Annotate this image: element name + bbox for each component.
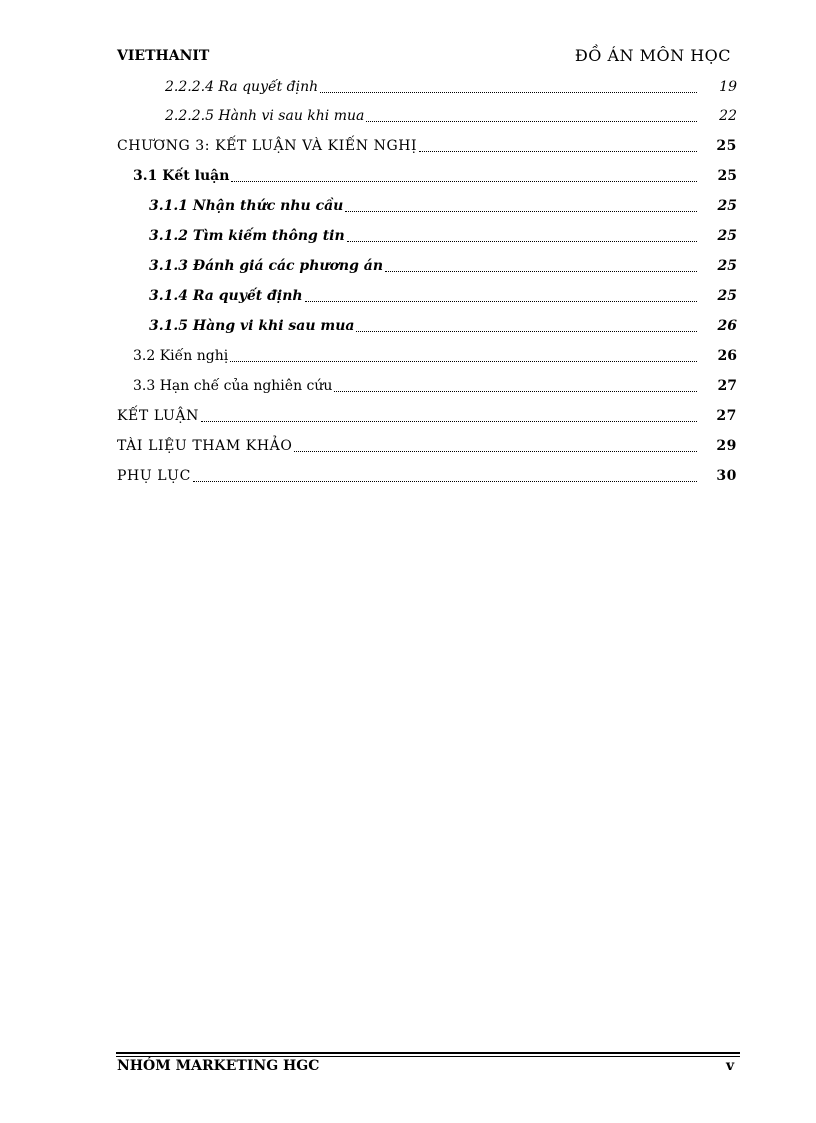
toc-entry-page: 25 — [717, 228, 737, 244]
toc-entry-page: 30 — [716, 468, 737, 484]
toc-entry-page: 22 — [719, 108, 737, 124]
toc-entry[interactable] — [149, 315, 737, 335]
toc-entry-title: 2.2.2.4 Ra quyết định — [165, 79, 319, 95]
toc-leader-dots — [201, 420, 697, 422]
toc-entry[interactable] — [117, 435, 737, 455]
footer-group-name: NHÓM MARKETING HGC — [117, 1058, 320, 1074]
footer-page-number: v — [726, 1058, 735, 1074]
toc-leader-dots — [294, 450, 697, 452]
toc-leader-dots — [193, 480, 697, 482]
toc-entry[interactable] — [133, 345, 737, 365]
toc-entry[interactable] — [133, 375, 737, 395]
toc-leader-dots — [419, 150, 697, 152]
toc-entry-page: 19 — [719, 79, 737, 95]
toc-leader-dots — [305, 300, 697, 302]
toc-entry-page: 25 — [717, 258, 737, 274]
toc-leader-dots — [345, 210, 697, 212]
toc-entry-title-text: 3.1 Kết luận — [133, 168, 230, 184]
toc-leader-dots — [385, 270, 697, 272]
toc-entry[interactable] — [149, 225, 737, 245]
toc-entry-page: 25 — [716, 138, 737, 154]
toc-entry-title: 3.1.3 Đánh giá các phương án — [149, 258, 384, 274]
toc-leader-dots — [347, 240, 697, 242]
toc-entry-page: 26 — [717, 318, 737, 334]
toc-entry-title: 3.3 Hạn chế của nghiên cứu — [133, 378, 333, 394]
toc-leader-dots — [334, 390, 697, 392]
toc-leader-dots — [356, 330, 697, 332]
footer-rule-thin — [116, 1056, 740, 1057]
toc-entry[interactable] — [165, 105, 737, 125]
toc-entry-title: 3.1.2 Tìm kiếm thông tin — [149, 228, 345, 244]
toc-entry[interactable] — [149, 285, 737, 305]
toc-entry-title: 3.1.4 Ra quyết định — [149, 288, 303, 304]
toc-leader-dots — [366, 120, 697, 122]
toc-entry-page: 25 — [717, 198, 737, 214]
toc-entry-title: 3.1.5 Hàng vi khi sau mua — [149, 318, 355, 334]
toc-entry[interactable] — [133, 165, 737, 185]
toc-entry[interactable] — [149, 255, 737, 275]
toc-leader-dots — [320, 91, 697, 93]
toc-leader-dots — [231, 180, 697, 182]
toc-entry-title: 2.2.2.5 Hành vi sau khi mua — [165, 108, 365, 124]
toc-leader-dots — [230, 360, 697, 362]
toc-entry[interactable] — [117, 135, 737, 155]
toc-entry-title: 3.2 Kiến nghị — [133, 348, 229, 364]
toc-entry-page: 25 — [717, 288, 737, 304]
header-doc-type: ĐỒ ÁN MÔN HỌC — [574, 46, 731, 65]
toc-entry[interactable] — [165, 76, 737, 96]
toc-entry[interactable] — [117, 405, 737, 425]
toc-entry-title: TÀI LIỆU THAM KHẢO — [117, 438, 293, 454]
footer-rule-thick — [116, 1052, 740, 1054]
toc-entry-title — [133, 167, 229, 185]
toc-entry-page: 29 — [716, 438, 737, 454]
toc-entry[interactable] — [117, 465, 737, 485]
page-header — [117, 48, 737, 68]
toc-entry-page: 27 — [717, 378, 737, 394]
header-org: VIETHANIT — [117, 48, 210, 64]
toc-entry-title: CHƯƠNG 3: KẾT LUẬN VÀ KIẾN NGHỊ — [117, 138, 418, 154]
toc-entry-page: 26 — [717, 348, 737, 364]
toc-entry-title: PHỤ LỤC — [117, 468, 191, 484]
toc-entry-title: 3.1.1 Nhận thức nhu cầu — [149, 198, 344, 214]
toc-entry[interactable] — [149, 195, 737, 215]
toc-entry-title: KẾT LUẬN — [117, 408, 199, 424]
toc-entry-page: 25 — [717, 168, 737, 184]
toc-entry-page: 27 — [716, 408, 737, 424]
